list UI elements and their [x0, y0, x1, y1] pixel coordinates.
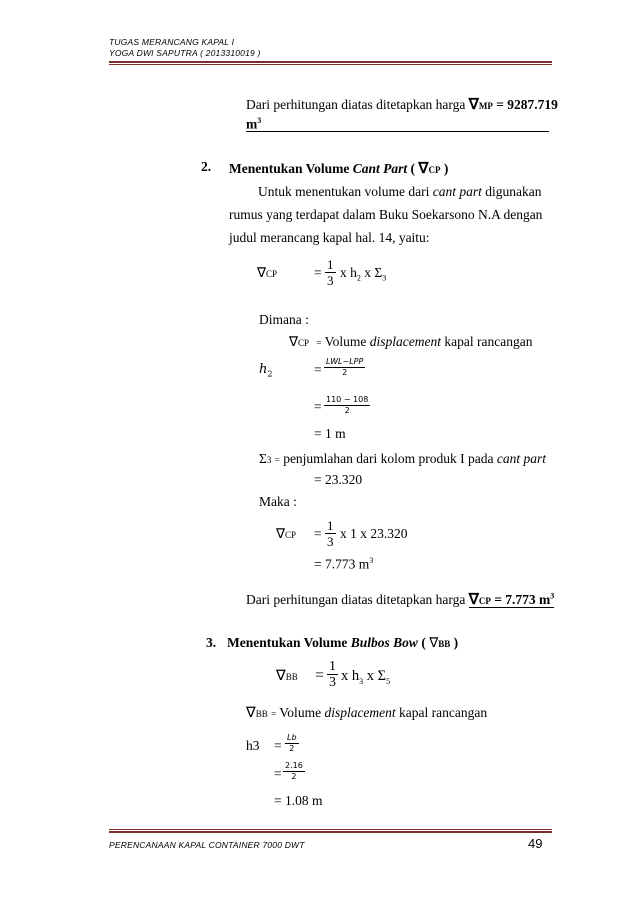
intro-sub: MP: [478, 101, 493, 111]
h2-eq: =: [314, 362, 322, 377]
s2-heading-d: ): [440, 161, 449, 176]
sigma-line: [259, 451, 546, 467]
section-2-number: 2.: [201, 159, 212, 174]
f1-rest-a: x h: [340, 265, 357, 280]
h2-label-sub: 2: [267, 369, 273, 379]
section-3-heading: [227, 635, 458, 651]
concl-value-underlined: [469, 592, 555, 608]
f1-lhs: [257, 265, 277, 281]
section-2-heading: [229, 159, 448, 178]
sigma-text-b: cant part: [496, 451, 547, 466]
f1-rest: [340, 265, 386, 283]
h2-frac1-den: 2: [342, 368, 348, 377]
footer-rule-thin: [109, 829, 552, 830]
s3-heading-d: ): [450, 635, 459, 650]
h3-label: h3: [246, 738, 260, 753]
f1-fraction: [325, 257, 336, 288]
nabla-symbol: ∇: [418, 161, 429, 177]
calc-rest: x 1 x 23.320: [340, 526, 408, 541]
s2-heading-c: (: [407, 161, 419, 176]
f3-fraction: [327, 659, 338, 690]
maka-label: Maka :: [259, 494, 297, 509]
def1-text-c: kapal rancangan: [441, 334, 533, 349]
f1-lhs-sub: CP: [266, 269, 278, 279]
calc-fraction: [325, 518, 336, 549]
nabla-symbol: ∇: [257, 265, 267, 280]
calc-eq: =: [314, 526, 322, 541]
s2-para-1c: digunakan: [481, 184, 542, 199]
nabla-symbol: ∇: [468, 592, 479, 608]
f3-lhs: [276, 668, 298, 685]
s2-heading-sub: CP: [428, 165, 441, 175]
f3-rest-b: x Σ: [363, 668, 387, 684]
page-number: 49: [528, 836, 543, 851]
dimana-label: Dimana :: [259, 312, 309, 327]
f1-rest-b-sub: 3: [382, 273, 387, 283]
s2-para-1b: cant part: [432, 184, 482, 199]
calc-result-sup: 3: [369, 556, 374, 565]
f1-rest-b: x Σ: [360, 265, 383, 280]
h2-result: = 1 m: [314, 426, 346, 441]
h2-label: [259, 362, 272, 379]
f1-frac-num: 1: [327, 257, 334, 272]
h2-fraction-2: [324, 395, 370, 416]
s2-heading-b: Cant Part: [352, 161, 408, 176]
def1-text-b: displacement: [369, 334, 442, 349]
f3-frac-num: 1: [329, 659, 336, 674]
f1-frac-den: 3: [327, 273, 334, 288]
h2-eq2: =: [314, 399, 322, 414]
header-rule-thin: [109, 64, 552, 65]
f3-lhs-sub: BB: [285, 672, 298, 682]
calc-result: [314, 556, 373, 573]
nabla-symbol: ∇: [246, 705, 256, 721]
def1-eq: =: [316, 338, 322, 348]
concl-value: = 7.773 m: [490, 592, 551, 607]
calc-frac-den: 3: [327, 534, 334, 549]
def-bb-text-c: kapal rancangan: [395, 705, 488, 720]
h3-eq: =: [274, 738, 282, 753]
calc-result-text: = 7.773 m: [314, 556, 370, 572]
footer-title: PERENCANAAN KAPAL CONTAINER 7000 DWT: [109, 840, 305, 850]
nabla-symbol: ∇: [289, 334, 299, 349]
concl-sup: 3: [550, 591, 555, 601]
s2-para-2: rumus yang terdapat dalam Buku Soekarsono N.A dengan: [229, 207, 543, 222]
concl-sub: CP: [478, 596, 491, 606]
intro-value: = 9287.719: [492, 97, 558, 112]
nabla-symbol: ∇: [429, 635, 439, 650]
f3-rest: [341, 668, 390, 686]
h2-fraction-1: [324, 357, 365, 378]
s2-para-3: judul merancang kapal hal. 14, yaitu:: [229, 230, 430, 245]
h3-frac2-num: 2.16: [285, 761, 303, 770]
f3-rest-b-sub: 5: [386, 676, 391, 686]
calc-frac-num: 1: [327, 518, 334, 533]
s3-heading-b: Bulbos Bow: [350, 635, 418, 650]
h3-frac2-den: 2: [291, 772, 297, 781]
h3-result: = 1.08 m: [274, 793, 323, 808]
concl-line: [246, 590, 554, 609]
h2-frac1-num: LWL−LPP: [326, 357, 364, 366]
sigma-eq: =: [274, 455, 280, 465]
calc-lhs-sub: CP: [285, 530, 297, 540]
header-line-1: TUGAS MERANCANG KAPAL I: [109, 37, 235, 47]
intro-unit-text: m: [246, 116, 258, 132]
f3-rest-a: x h: [341, 668, 360, 684]
s2-para-1a: Untuk menentukan volume dari: [258, 184, 433, 199]
intro-unit-sup: 3: [257, 116, 262, 125]
def-bb-eq: =: [271, 709, 277, 719]
h3-fraction-1: [285, 733, 299, 754]
intro-line: [246, 95, 558, 114]
s2-heading-a: Menentukan Volume: [229, 161, 353, 176]
footer-rule: [109, 831, 552, 833]
sigma-result: = 23.320: [314, 472, 363, 487]
s3-heading-c: (: [417, 635, 430, 650]
def1-sub: CP: [298, 338, 310, 348]
concl-text: Dari perhitungan diatas ditetapkan harga: [246, 592, 466, 607]
sigma-sub: 3: [266, 455, 272, 465]
f1-rest-a-sub: 2: [356, 273, 361, 283]
f3-rest-a-sub: 3: [359, 676, 364, 686]
nabla-symbol: ∇: [276, 668, 286, 684]
s3-heading-sub: BB: [438, 639, 451, 649]
f3-frac-den: 3: [329, 675, 336, 690]
h3-frac1-den: 2: [289, 744, 295, 753]
sigma-symbol: Σ: [259, 451, 267, 466]
h3-frac1-num: Lb: [287, 733, 297, 742]
intro-underline: [246, 131, 549, 132]
h2-label-text: h: [259, 362, 268, 377]
s2-para-1: [258, 184, 541, 200]
s3-heading-a: Menentukan Volume: [227, 635, 351, 650]
def-bb-text-b: displacement: [324, 705, 396, 720]
nabla-symbol: ∇: [276, 526, 286, 541]
def-bb-line: [246, 705, 487, 722]
header-line-2: YOGA DWI SAPUTRA ( 2013310019 ): [109, 48, 261, 58]
header-rule: [109, 61, 552, 63]
h2-frac2-num: 110 − 108: [326, 395, 369, 404]
intro-text: Dari perhitungan diatas ditetapkan harga: [246, 97, 466, 112]
f1-eq: =: [314, 265, 322, 280]
h3-fraction-2: [283, 761, 305, 782]
calc-lhs: [276, 526, 296, 542]
def1-text-a: Volume: [324, 334, 370, 349]
nabla-symbol: ∇: [468, 97, 479, 113]
section-3-number: 3.: [206, 635, 217, 650]
h3-eq2: =: [274, 766, 282, 781]
def1-line: [289, 334, 532, 350]
h2-frac2-den: 2: [344, 406, 350, 415]
f3-eq: =: [315, 667, 325, 684]
sigma-text-a: penjumlahan dari kolom produk I pada: [283, 451, 497, 466]
def-bb-sub: BB: [255, 709, 268, 719]
def-bb-text-a: Volume: [276, 705, 325, 720]
